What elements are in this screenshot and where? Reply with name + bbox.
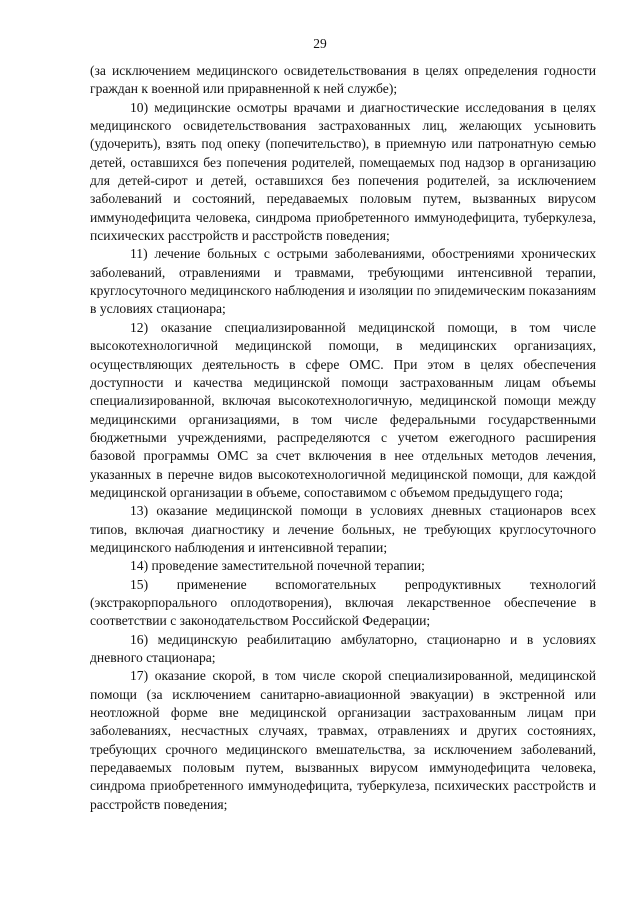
list-item-16: 16) медицинскую реабилитацию амбулаторно, стационарно и в условиях дневного стационара; bbox=[90, 631, 596, 665]
list-item-17: 17) оказание скорой, в том числе скорой специализированной, медицинской помощи (за исключением санитарно-авиационной эвакуации) в экстренной или неотложной форме вне медицинской организации застрахованным лицам при заболеваниях, несчастных случаях, травмах, отравлениях и других состояниях, требующих срочного медицинского вмешательства, за исключением заболеваний, передаваемых половым путем, вызванных вирусом иммунодефицита человека, синдрома приобретенного иммунодефицита, туберкулеза, психических расстройств и расстройств поведения; bbox=[90, 668, 596, 812]
paragraph-continuation: (за исключением медицинского освидетельствования в целях определения годности граждан к военной или приравненной к ней службе); bbox=[90, 63, 596, 97]
list-item-12: 12) оказание специализированной медицинской помощи, в том числе высокотехнологичной медицинской помощи, в медицинских организациях, осуществляющих деятельность в сфере ОМС. При этом в целях обеспечения доступности и качества медицинской помощи застрахованным лицам объемы специализированной, включая высокотехнологичную, медицинской помощи между медицинскими организациями, в том числе федеральными государственными бюджетными учреждениями, распределяются с учетом ежегодного расширения базовой программы ОМС за счет включения в нее отдельных методов лечения, указанных в перечне видов высокотехнологичной медицинской помощи, для каждой медицинской организации в объеме, сопоставимом с объемом предыдущего года; bbox=[90, 319, 596, 500]
page-number: 29 bbox=[313, 36, 327, 51]
list-item-14: 14) проведение заместительной почечной терапии; bbox=[130, 558, 425, 574]
list-item-11: 11) лечение больных с острыми заболеваниями, обострениями хронических заболеваний, отравлениями и травмами, требующими интенсивной терапии, круглосуточного медицинского наблюдения и изоляции по эпидемическим показаниям в условиях стационара; bbox=[90, 246, 596, 317]
list-item-10: 10) медицинские осмотры врачами и диагностические исследования в целях медицинского освидетельствования застрахованных лиц, желающих усыновить (удочерить), взять под опеку (попечительство), в приемную или патронатную семью детей, оставшихся без попечения родителей, помещаемых под надзор в организацию для детей-сирот и детей, оставшихся без попечения родителей, за исключением заболеваний и состояний, передаваемых половым путем, вызванных вирусом иммунодефицита человека, синдрома приобретенного иммунодефицита, туберкулеза, психических расстройств и расстройств поведения; bbox=[90, 99, 596, 244]
document-body bbox=[90, 62, 596, 814]
list-item-15: 15) применение вспомогательных репродуктивных технологий (экстракорпорального оплодотворения), включая лекарственное обеспечение в соответствии с законодательством Российской Федерации; bbox=[90, 576, 596, 629]
list-item-13: 13) оказание медицинской помощи в условиях дневных стационаров всех типов, включая диагностику и лечение больных, не требующих круглосуточного медицинского наблюдения и интенсивной терапии; bbox=[90, 503, 596, 555]
